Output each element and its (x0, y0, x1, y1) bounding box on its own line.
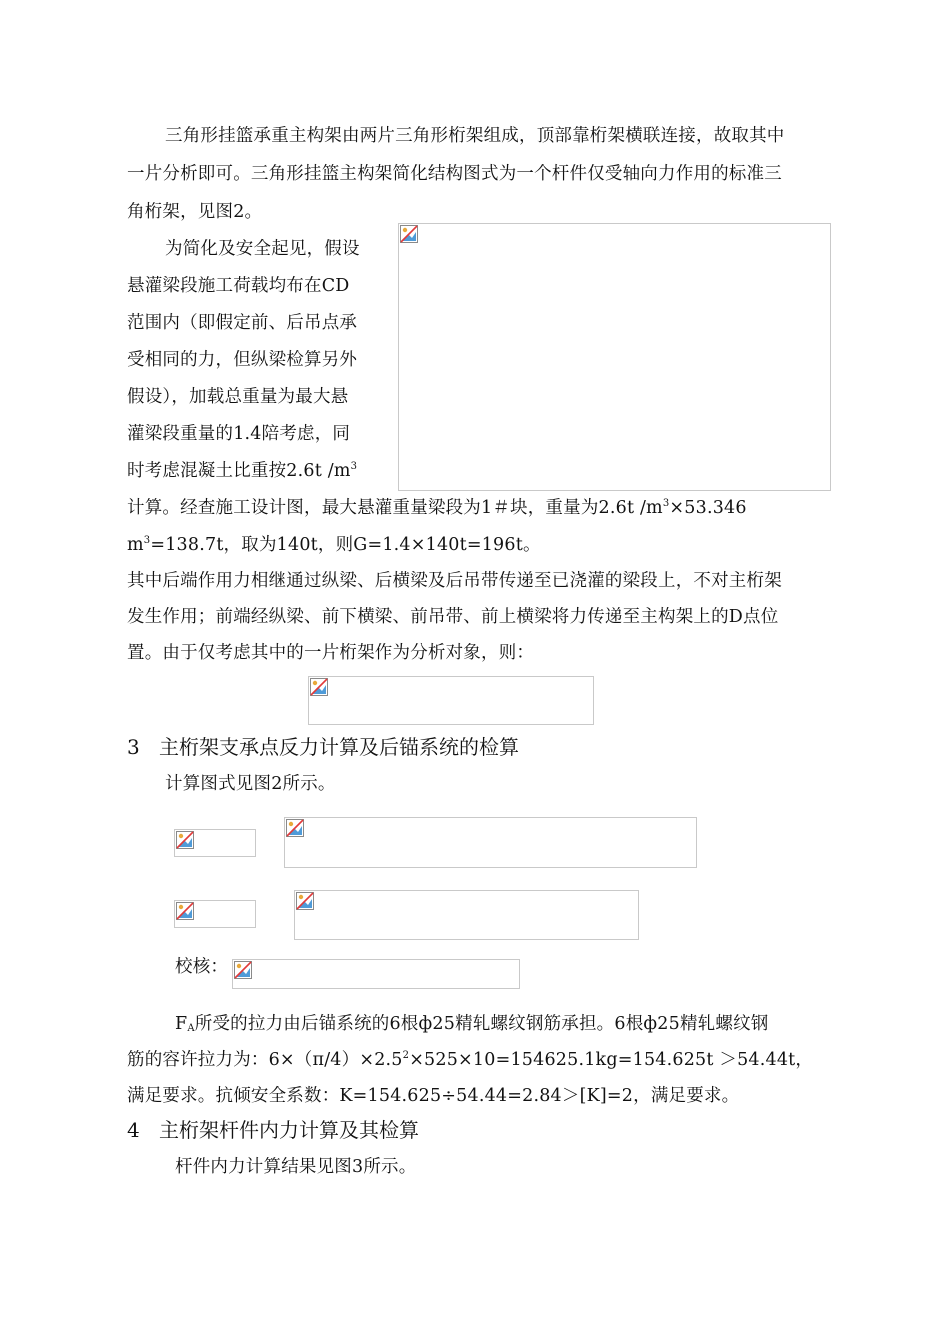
superscript-3: 3 (143, 535, 151, 546)
formula-image-2a (174, 829, 256, 857)
para2-line4: 受相同的力，但纵梁检算另外 (127, 350, 358, 370)
para4-line1: 计算图式见图2所示。 (165, 774, 336, 794)
para2-line7 (127, 459, 357, 483)
para6-line1: 杆件内力计算结果见图3所示。 (175, 1157, 417, 1177)
para2-line3: 范围内（即假定前、后吊点承 (127, 313, 358, 333)
broken-image-icon (296, 892, 314, 910)
para2-line9-text-b: =138.7t，取为140t，则G=1.4×140t=196t。 (150, 535, 541, 555)
section-3-heading (127, 733, 519, 761)
section-3-number: 3 (127, 735, 140, 759)
para2-line8-text-b: ×53.346 (669, 498, 747, 518)
para2-line7-text: 时考虑混凝土比重按2.6t /m (127, 461, 351, 481)
formula-image-2b (284, 817, 697, 868)
formula-image-check (232, 959, 520, 989)
para3-line1: 其中后端作用力相继通过纵梁、后横梁及后吊带传递至已浇灌的梁段上，不对主桁架 (127, 571, 782, 591)
para3-line3: 置。由于仅考虑其中的一片桁架作为分析对象，则： (127, 643, 535, 663)
para2-line6: 灌梁段重量的1.4陪考虑，同 (127, 424, 351, 444)
para5-line2-text-b: ×525×10=154625.1kg=154.625t ＞54.44t， (409, 1050, 814, 1070)
broken-image-icon (310, 678, 328, 696)
figure-2-image (398, 223, 831, 491)
para2-line8 (127, 496, 747, 520)
para5-line1 (175, 1012, 768, 1036)
para5-line1-text: 所受的拉力由后锚系统的6根ф25精轧螺纹钢筋承担。6根ф25精轧螺纹钢 (194, 1014, 769, 1034)
superscript-3: 3 (350, 461, 358, 472)
para1-line2: 一片分析即可。三角形挂篮主构架简化结构图式为一个杆件仅受轴向力作用的标准三 (127, 164, 782, 184)
para5-line3: 满足要求。抗倾安全系数：K=154.625÷54.44=2.84＞[K]=2，满足要求。 (127, 1086, 740, 1106)
broken-image-icon (176, 902, 194, 920)
para2-line8-text-a: 计算。经查施工设计图，最大悬灌重量梁段为1＃块，重量为2.6t /m (127, 498, 663, 518)
formula-image-3a (174, 900, 256, 928)
para2-line9 (127, 533, 541, 557)
para5-line1-f: F (175, 1014, 188, 1034)
superscript-2: 2 (402, 1050, 410, 1061)
section-4-number: 4 (127, 1118, 140, 1142)
formula-image-3b (294, 890, 639, 940)
para2-line1: 为简化及安全起见，假设 (165, 239, 360, 259)
para2-line5: 假设），加载总重量为最大悬 (127, 387, 349, 407)
section-4-title: 主桁架杆件内力计算及其检算 (159, 1118, 419, 1142)
para3-line2: 发生作用；前端经纵梁、前下横梁、前吊带、前上横梁将力传递至主构架上的D点位 (127, 607, 779, 627)
para1-line3: 角桁架，见图2。 (127, 202, 263, 222)
para2-line2: 悬灌梁段施工荷载均布在CD (127, 276, 350, 296)
superscript-3: 3 (662, 498, 670, 509)
para2-line9-text-a: m (127, 535, 144, 555)
check-label: 校核： (175, 957, 229, 977)
broken-image-icon (176, 831, 194, 849)
broken-image-icon (400, 225, 418, 243)
subscript-a: A (187, 1023, 195, 1034)
broken-image-icon (286, 819, 304, 837)
formula-image-1 (308, 676, 594, 725)
para5-line2 (127, 1048, 813, 1072)
section-4-heading (127, 1116, 419, 1144)
section-3-title: 主桁架支承点反力计算及后锚系统的检算 (159, 735, 519, 759)
para1-line1: 三角形挂篮承重主构架由两片三角形桁架组成，顶部靠桁架横联连接，故取其中 (165, 126, 785, 146)
broken-image-icon (234, 961, 252, 979)
para5-line2-text-a: 筋的容许拉力为：6×（π/4）×2.5 (127, 1050, 403, 1070)
